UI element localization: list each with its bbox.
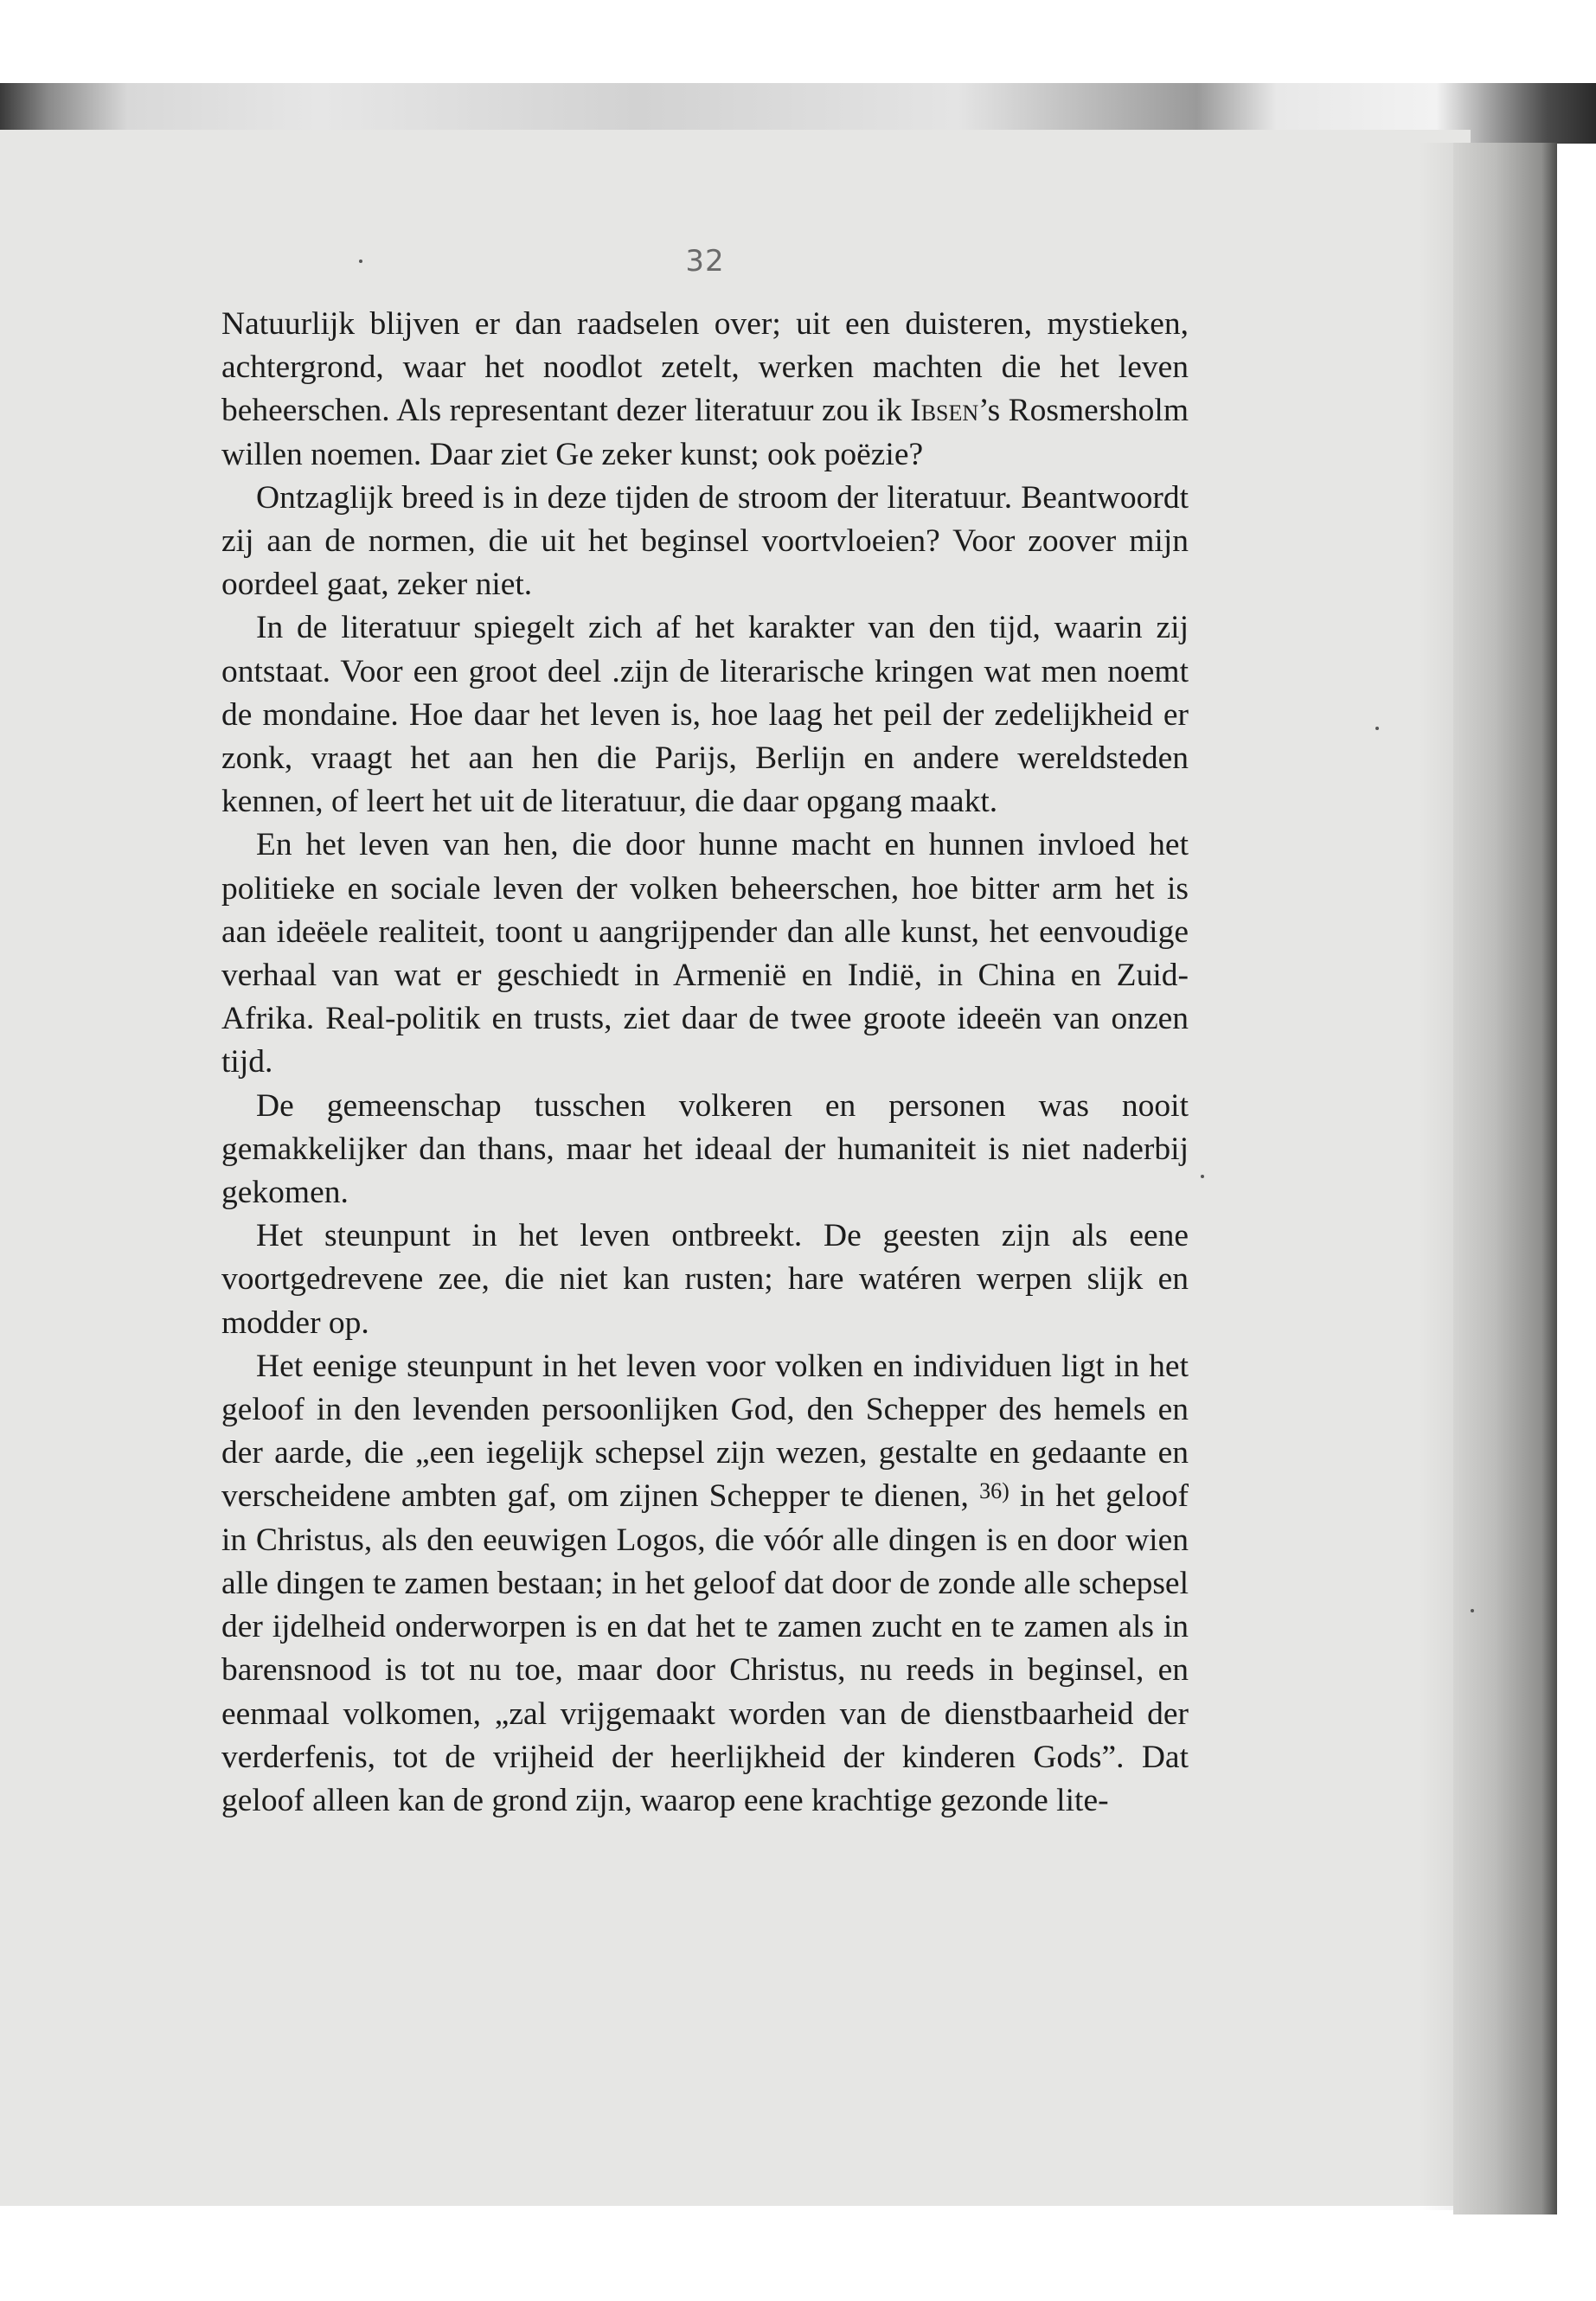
paragraph-7 (221, 1345, 1189, 1823)
body-text (221, 303, 1189, 1823)
paragraph-5: De gemeenschap tusschen volkeren en personen was nooit gemakkelijker dan thans, maar het ideaal der humaniteit is niet naderbij gekomen. (221, 1087, 1189, 1211)
paragraph-1-text: Natuurlijk blijven er dan raadselen over; uit een duisteren, mystieken, achtergrond, waar het noodlot zetelt, werken machten die het leven beheerschen. Als representant dezer literatuur zou ik (221, 306, 1189, 429)
paragraph-1-tail: ’s Rosmersholm willen noemen. Daar ziet Ge zeker kunst; ook poëzie? (221, 393, 1189, 472)
paper-speck (1471, 1609, 1474, 1612)
page-number: 32 (685, 244, 725, 279)
footnote-reference: 36) (979, 1478, 1010, 1504)
paragraph-1 (221, 303, 1189, 477)
paragraph-6: Het steunpunt in het leven ontbreekt. De geesten zijn als eene voortgedrevene zee, die niet kan rusten; hare watéren werpen slijk en modder op. (221, 1218, 1189, 1341)
paper-speck (1375, 727, 1379, 730)
paragraph-3: In de literatuur spiegelt zich af het karakter van den tijd, waarin zij ontstaat. Voor een groot deel .zijn de literarische kringen wat men noemt de mondaine. Hoe daar het leven is, hoe laag het peil der zedelijkheid er zonk, vraagt het aan hen die Parijs, Berlijn en andere wereldsteden kennen, of leert het uit de literatuur, die daar opgang maakt. (221, 610, 1189, 820)
facing-page-edge (1453, 143, 1557, 2214)
paper-speck (1201, 1175, 1204, 1178)
paragraph-7-text: Het eenige steunpunt in het leven voor volken en individuen ligt in het geloof in den levenden persoonlijken God, den Schepper des hemels en der aarde, die „een iegelijk schepsel zijn wezen, gestalte en gedaante en verscheidene ambten gaf, om zijnen Schepper te dienen, (221, 1348, 1189, 1515)
paragraph-7-tail: in het geloof in Christus, als den eeuwigen Logos, die vóór alle dingen is en door wien alle dingen te zamen bestaan; in het geloof dat door de zonde alle schepsel der ijdelheid onderworpen is en dat het te zamen zucht en te zamen als in barensnood is tot nu toe, maar door Christus, nu reeds in beginsel, en eenmaal volkomen, „zal vrijgemaakt worden van de dienstbaarheid der verderfenis, tot de vrijheid der heerlijkheid der kinderen Gods”. Dat geloof alleen kan de grond zijn, waarop eene krachtige gezonde lite- (221, 1478, 1189, 1818)
paragraph-2: Ontzaglijk breed is in deze tijden de stroom der literatuur. Beantwoordt zij aan de normen, die uit het beginsel voortvloeien? Voor zoover mijn oordeel gaat, zeker niet. (221, 479, 1189, 603)
paragraph-4: En het leven van hen, die door hunne macht en hunnen invloed het politieke en sociale leven der volken beheerschen, hoe bitter arm het is aan ideëele realiteit, toont u aangrijpender dan alle kunst, het eenvoudige verhaal van wat er geschiedt in Armenië en Indië, in China en Zuid-Afrika. Real-politik en trusts, ziet daar de twee groote ideeën van onzen tijd. (221, 827, 1189, 1080)
author-name: Ibsen (910, 393, 979, 429)
